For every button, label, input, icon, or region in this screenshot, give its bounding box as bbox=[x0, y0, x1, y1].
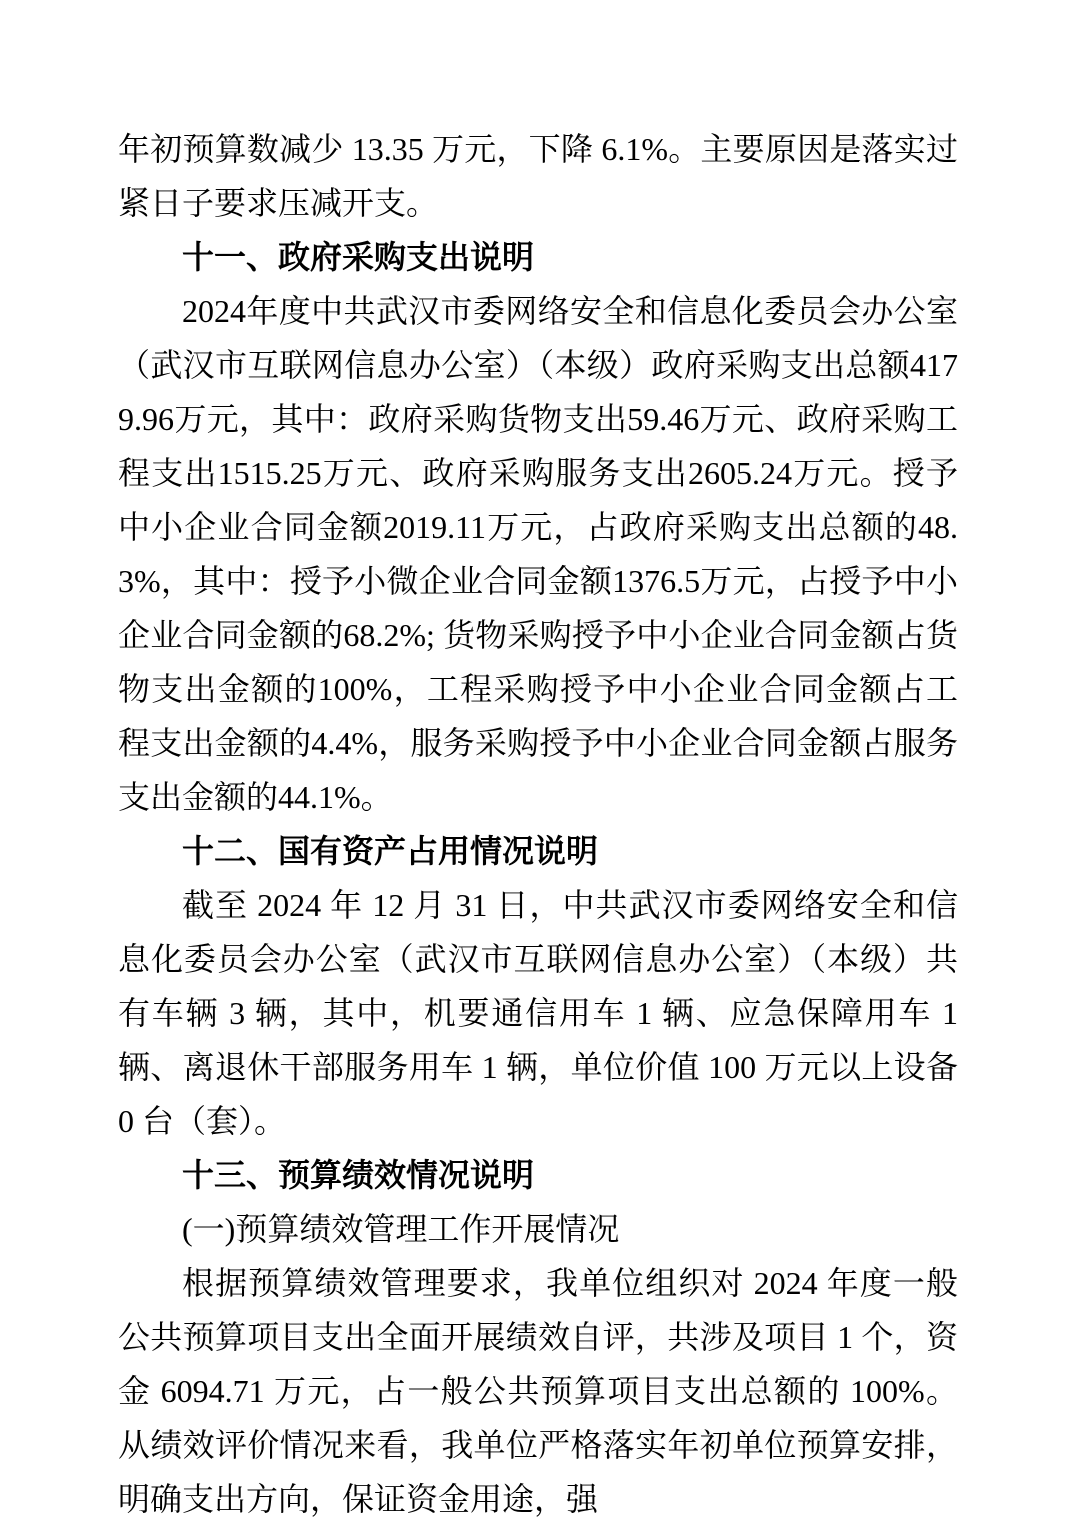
paragraph-government-procurement: 2024年度中共武汉市委网络安全和信息化委员会办公室（武汉市互联网信息办公室）（本级）政府采购支出总额4179.96万元，其中：政府采购货物支出59.46万元、政府采购工程支出1515.25万元、政府采购服务支出2605.24万元。授予中小企业合同金额2019.11万元，占政府采购支出总额的48.3%，其中：授予小微企业合同金额1376.5万元，占授予中小企业合同金额的68.2%; 货物采购授予中小企业合同金额占货物支出金额的100%，工程采购授予中小企业合同金额占工程支出金额的4.4%，服务采购授予中小企业合同金额占服务支出金额的44.1%。 bbox=[118, 293, 958, 815]
paragraph-budget-performance: 根据预算绩效管理要求，我单位组织对 2024 年度一般公共预算项目支出全面开展绩效自评，共涉及项目 1 个，资金 6094.71 万元，占一般公共预算项目支出总额的 100%。从绩效评价情况来看，我单位严格落实年初单位预算安排，明确支出方向，保证资金用途，强 bbox=[118, 1265, 958, 1517]
section-heading-state-assets: 十二、国有资产占用情况说明 bbox=[182, 833, 599, 869]
paragraph-continuation: 年初预算数减少 13.35 万元，下降 6.1%。主要原因是落实过紧日子要求压减开支。 bbox=[118, 131, 958, 221]
subsection-heading-performance-management: (一)预算绩效管理工作开展情况 bbox=[182, 1211, 620, 1247]
paragraph-state-assets: 截至 2024 年 12 月 31 日，中共武汉市委网络安全和信息化委员会办公室（武汉市互联网信息办公室）（本级）共有车辆 3 辆，其中，机要通信用车 1 辆、应急保障用车 1 辆、离退休干部服务用车 1 辆，单位价值 100 万元以上设备 0 台（套）。 bbox=[118, 887, 958, 1139]
section-heading-government-procurement: 十一、政府采购支出说明 bbox=[182, 239, 535, 275]
section-heading-budget-performance: 十三、预算绩效情况说明 bbox=[182, 1157, 535, 1193]
